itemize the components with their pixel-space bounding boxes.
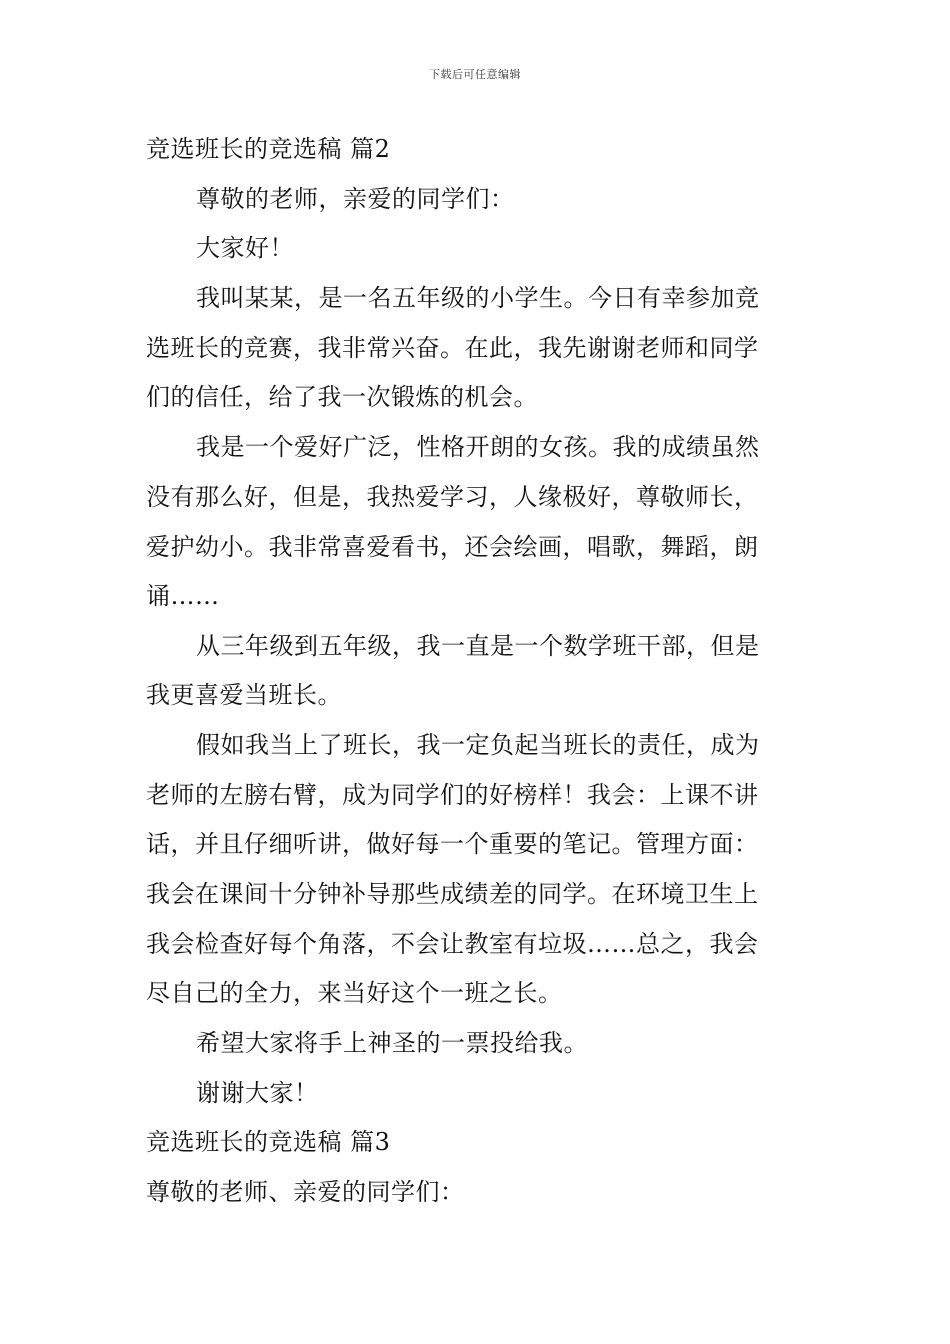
paragraph-line: 老师的左膀右臂，成为同学们的好榜样！我会：上课不讲 <box>146 781 759 809</box>
greeting: 大家好！ <box>196 234 294 262</box>
paragraph-line: 们的信任，给了我一次锻炼的机会。 <box>146 383 538 411</box>
paragraph-line: 我会在课间十分钟补导那些成绩差的同学。在环境卫生上 <box>146 880 759 908</box>
paragraph-line: 没有那么好，但是，我热爱学习，人缘极好，尊敬师长， <box>146 483 759 511</box>
paragraph-line: 诵…… <box>146 582 220 610</box>
paragraph-line: 我更喜爱当班长。 <box>146 681 342 709</box>
paragraph-line: 尽自己的全力，来当好这个一班之长。 <box>146 979 563 1007</box>
closing-thanks: 谢谢大家！ <box>196 1079 319 1107</box>
paragraph-line: 话，并且仔细听讲，做好每一个重要的笔记。管理方面： <box>146 830 759 858</box>
paragraph-line: 希望大家将手上神圣的一票投给我。 <box>196 1029 588 1057</box>
section-title-2: 竞选班长的竞选稿 篇2 <box>146 135 391 163</box>
section-title-3: 竞选班长的竞选稿 篇3 <box>146 1128 391 1156</box>
paragraph-line: 假如我当上了班长，我一定负起当班长的责任，成为 <box>196 731 760 759</box>
paragraph-line: 我叫某某，是一名五年级的小学生。今日有幸参加竞 <box>196 284 760 312</box>
header-note: 下载后可任意编辑 <box>429 68 521 81</box>
paragraph-line: 选班长的竞赛，我非常兴奋。在此，我先谢谢老师和同学 <box>146 334 759 362</box>
paragraph-line: 我会检查好每个角落，不会让教室有垃圾……总之，我会 <box>146 930 759 958</box>
paragraph-line: 爱护幼小。我非常喜爱看书，还会绘画，唱歌，舞蹈，朗 <box>146 533 759 561</box>
salutation: 尊敬的老师、亲爱的同学们： <box>146 1178 465 1206</box>
salutation: 尊敬的老师，亲爱的同学们： <box>196 185 515 213</box>
paragraph-line: 从三年级到五年级，我一直是一个数学班干部，但是 <box>196 632 760 660</box>
paragraph-line: 我是一个爱好广泛，性格开朗的女孩。我的成绩虽然 <box>196 433 760 461</box>
